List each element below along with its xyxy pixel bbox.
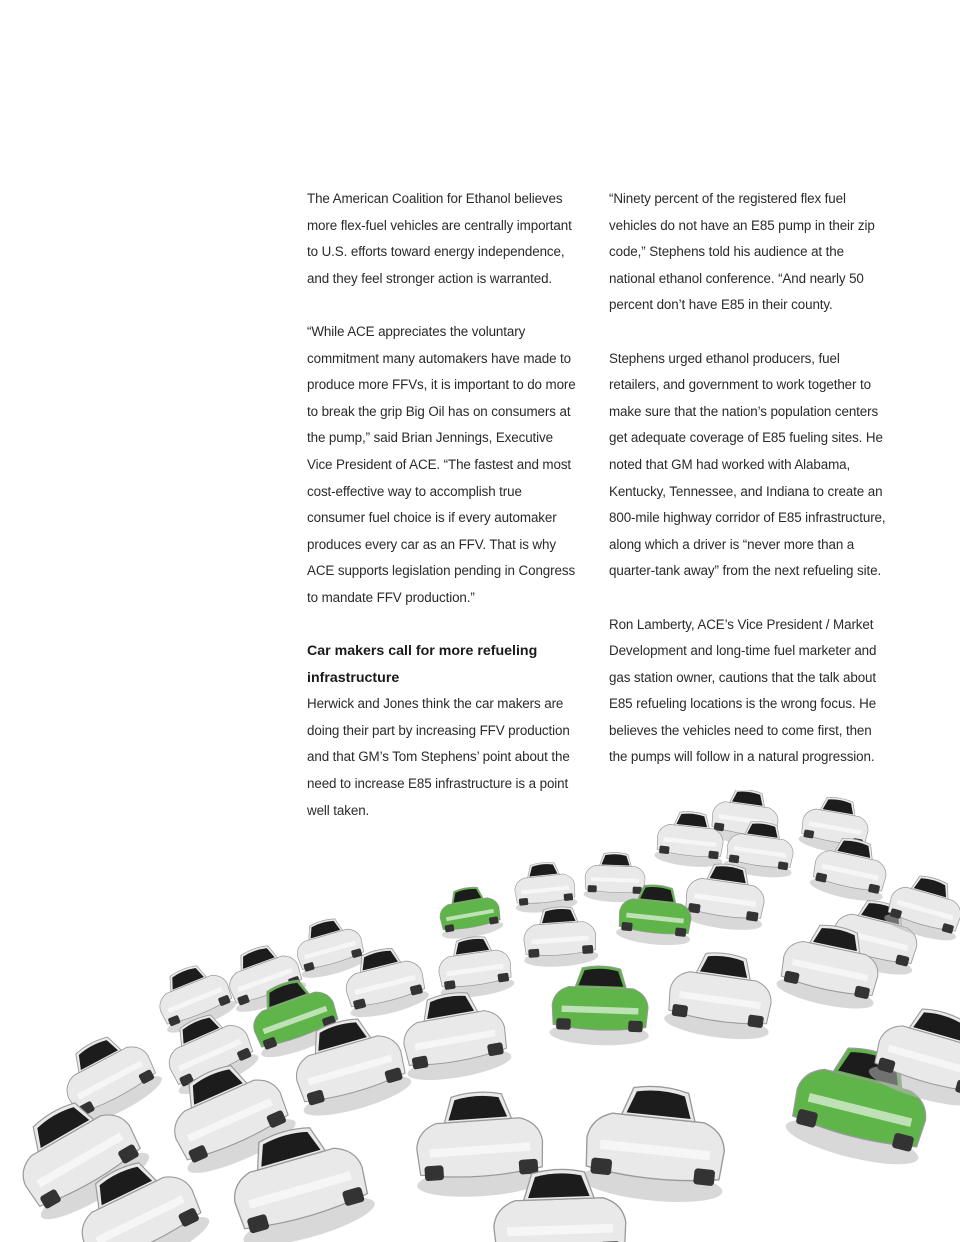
white-car-icon	[411, 1088, 548, 1201]
paragraph: Stephens urged ethanol producers, fuel retailers, and government to work together to make sure that the nation’s population centers get adequate coverage of E85 fueling sites. He noted that GM had worked with Alabama, Kentucky, Tennessee, and Indiana to create an 800-mile highway corridor of E85 infrastructure, along which a driver is “never more than a quarter-tank away” from the next refueling site.	[609, 350, 886, 579]
paragraph: “While ACE appreciates the voluntary commitment many automakers have made to produce more FFVs, it is important to do more to break the grip Big Oil has on consumers at the pump,” said Brian Jennings, Executive Vice President of ACE. “The fastest and most cost-effective way to accomplish true consumer fuel choice is if every automaker produces every car as an FFV. That is why ACE supports legislation pending in Congress to mandate FFV production.”	[307, 323, 576, 605]
white-car-icon	[579, 1080, 733, 1208]
white-car-icon	[521, 904, 599, 968]
fleet-of-cars-icon	[0, 790, 960, 1242]
paragraph: The American Coalition for Ethanol believes more flex-fuel vehicles are centrally important to U.S. efforts toward energy independence, and they feel stronger action is warranted.	[307, 191, 572, 286]
paragraph: “Ninety percent of the registered flex fuel vehicles do not have an E85 pump in their zip code,” Stephens told his audience at the national ethanol conference. “And nearly 50 percent don’t have E85 in their county.	[609, 191, 875, 313]
article-column-right	[609, 186, 889, 798]
article-column-left	[307, 186, 582, 824]
white-car-icon	[289, 912, 370, 983]
section-heading: Car makers call for more refueling infrastructure	[307, 643, 538, 686]
green-car-icon	[435, 883, 505, 943]
white-car-icon	[663, 946, 779, 1044]
white-car-icon	[434, 932, 516, 1001]
green-car-icon	[549, 964, 651, 1047]
paragraph: Ron Lamberty, ACE’s Vice President / Market Development and long-time fuel marketer and gas station owner, cautions that the talk about E85 refueling locations is the wrong focus. He believes the vehicles need to come first, then the pumps will follow in a natural progression.	[609, 616, 877, 765]
white-car-icon	[511, 859, 578, 915]
white-car-icon	[583, 851, 647, 903]
paragraph: Herwick and Jones think the car makers are doing their part by increasing FFV production and that GM’s Tom Stephens’ point about the need to increase E85 infrastructure is a point well taken.	[307, 696, 570, 818]
